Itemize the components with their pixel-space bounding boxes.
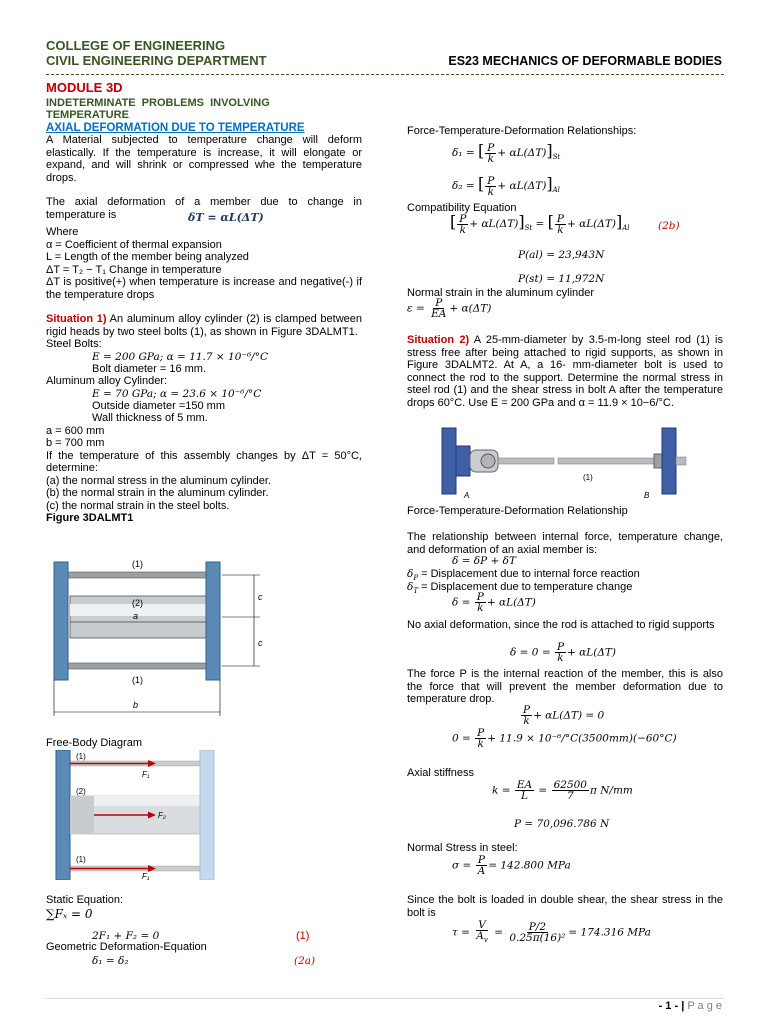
shear-stress-equation: τ = $\frac{V}{A_v}$ = $\frac{P/2}{\text{0.25π(16)²}}$ = 174.316 MPa xyxy=(452,919,651,945)
intro-paragraph-2: The axial deformation of a member due to change in temperature is xyxy=(46,196,362,221)
where-label: Where xyxy=(46,226,79,238)
force-zero-equation: $\frac{P}{k}$ + αL(ΔT) = 0 xyxy=(523,704,605,727)
geometric-equation-label: Geometric Deformation-Equation xyxy=(46,941,207,953)
p-value: P = 70,096.786 N xyxy=(514,818,610,830)
delta-t-definition: $\delta_T$ = Displacement due to temperature change xyxy=(407,581,633,596)
fbd-cylinder-cut xyxy=(70,796,94,834)
strain-label: Normal strain in the aluminum cylinder xyxy=(407,287,595,299)
right-rigid-head xyxy=(206,562,220,680)
delta1-lhs: δ₁ = xyxy=(452,147,475,159)
k-denominator: 7 xyxy=(566,790,574,802)
fig1-label-bolt-top: (1) xyxy=(132,559,143,569)
fbd-label-f1-bottom: F₁ xyxy=(142,872,150,880)
aluminum-properties: E = 70 GPa; α = 23.6 × 10⁻⁶/°C xyxy=(92,387,262,400)
axial-stiffness-equation: k = $\frac{EA}{L}$ = $\frac{62500}{7}$ π N/mm xyxy=(492,779,633,802)
college-name: COLLEGE OF ENGINEERING xyxy=(46,38,226,53)
free-body-diagram xyxy=(46,750,236,880)
ftd-relationships-label: Force-Temperature-Deformation Relationships: xyxy=(407,125,637,137)
department-name: CIVIL ENGINEERING DEPARTMENT xyxy=(46,53,267,68)
top-bolt xyxy=(60,572,216,578)
fbd-label-1-top: (1) xyxy=(76,752,86,761)
fig2-label-a: A xyxy=(464,491,470,500)
situation-1-text xyxy=(46,313,362,338)
normal-stress-equation: σ = $\frac{P}{A}$ = 142.800 MPa xyxy=(452,854,571,877)
page-number: - 1 - xyxy=(658,1000,679,1012)
normal-stress-value: = 142.800 MPa xyxy=(488,859,571,872)
temperature-condition: If the temperature of this assembly changes by ΔT = 50°C, determine: xyxy=(46,449,362,474)
p-aluminum: P(al) = 23,943N xyxy=(518,249,605,261)
wall-thickness: Wall thickness of 5 mm. xyxy=(92,412,208,424)
delta2-lhs: δ₂ = xyxy=(452,180,475,192)
fbd-label-1-bottom: (1) xyxy=(76,855,86,864)
dimension-b: b = 700 mm xyxy=(46,437,105,449)
support-a-bracket xyxy=(456,446,470,476)
outside-diameter: Outside diameter =150 mm xyxy=(92,399,225,412)
delta-p-definition: $\delta_P$ = Displacement due to internal force reaction xyxy=(407,568,640,583)
footer-separator: | xyxy=(681,1000,685,1012)
steel-bolts-label: Steel Bolts: xyxy=(46,338,102,350)
aluminum-label: Aluminum alloy Cylinder: xyxy=(46,375,168,387)
zero-deformation-equation: δ = 0 = $\frac{P}{k}$ + αL(ΔT) xyxy=(510,641,617,664)
force-text: The force P is the internal reaction of the member, this is also the force that will prevent the member deformation due to temperature drop. xyxy=(407,668,723,705)
compatibility-label: Compatibility Equation xyxy=(407,202,517,214)
question-a: (a) the normal stress in the aluminum cylinder. xyxy=(46,474,271,487)
intro-paragraph: A Material subjected to temperature change will deform elastically. If the temperature is increase, it will elongate or expand, and will shrink or compressed whe the temperature drops. xyxy=(46,134,362,184)
delta-p-text: = Displacement due to internal force reaction xyxy=(421,568,640,580)
fig1-label-bolt-bottom: (1) xyxy=(132,675,143,685)
page-footer xyxy=(659,1000,722,1012)
fig1-label-cylinder: (2) xyxy=(132,598,143,608)
fbd-label-f1-top: F₁ xyxy=(142,770,150,779)
ftd2-label: Force-Temperature-Deformation Relationship xyxy=(407,505,628,517)
course-title: ES23 MECHANICS OF DEFORMABLE BODIES xyxy=(448,54,722,68)
static-equation-forces: 2F₁ + F₂ = 0 xyxy=(92,930,160,942)
normal-stress-label: Normal Stress in steel: xyxy=(407,842,518,854)
axial-stiffness-label: Axial stiffness xyxy=(407,767,475,779)
shear-text: Since the bolt is loaded in double shear, the shear stress in the bolt is xyxy=(407,894,723,919)
fig2-label-rod: (1) xyxy=(583,473,593,482)
k-numerator: 62500 xyxy=(553,779,587,791)
delta-t-text: = Displacement due to temperature change xyxy=(421,581,633,593)
subtitle-line2: TEMPERATURE xyxy=(46,109,129,121)
situation-2-body: A 25-mm-diameter by 3.5-m-long steel rod (1) is stress free after being attached to rigid supports, as shown in Figure 3DALMT2. At A, a 16- mm-diameter bolt is used to connect the rod to the support. Determine the normal stress in steel rod (1) and the shear stress in bolt A after the temperature drops 60°C. Use E = 200 GPa and α = 11.9 × 10−6/°C. xyxy=(407,334,723,409)
fbd-label-2: (2) xyxy=(76,787,86,796)
definition-sign: ΔT is positive(+) when temperature is increase and negative(-) if the temperature drops xyxy=(46,276,362,301)
steel-properties: E = 200 GPa; α = 11.7 × 10⁻⁶/°C xyxy=(92,350,268,363)
support-b xyxy=(662,428,676,494)
geometric-equation: δ₁ = δ₂ xyxy=(92,955,129,967)
question-c: (c) the normal strain in the steel bolts. xyxy=(46,499,230,512)
delta1-subscript: St xyxy=(552,153,561,162)
rod-left-part xyxy=(498,458,554,464)
question-b: (b) the normal strain in the aluminum cylinder. xyxy=(46,487,269,499)
steel-rod xyxy=(558,458,654,464)
fig2-label-b: B xyxy=(644,491,650,500)
delta2-subscript: Al xyxy=(552,186,560,195)
fbd-left-head xyxy=(56,750,70,880)
footer-divider xyxy=(46,998,724,999)
subtitle-line1: INDETERMINATE PROBLEMS INVOLVING xyxy=(46,97,270,109)
strain-lhs: ε = xyxy=(407,302,425,315)
compatibility-equation: [ $\frac{P}{k}$ + $\alpha L(\Delta T)]_{St}$ = [ $\frac{P}{k}$ + $\alpha L(\Delta T)]_{Al}$ xyxy=(450,212,630,236)
nut-b xyxy=(654,454,662,468)
fig1-label-c2: c xyxy=(258,638,263,648)
shear-stress-value: = 174.316 MPa xyxy=(568,926,651,939)
module-title: MODULE 3D xyxy=(46,80,123,95)
bolt-a xyxy=(481,454,495,468)
equation-tag-2a: (2a) xyxy=(294,955,316,967)
left-rigid-head xyxy=(54,562,68,680)
relationship-text: The relationship between internal force, temperature change, and deformation of an axial member is: xyxy=(407,531,723,556)
left-column xyxy=(46,80,362,525)
equation-tag-2b: (2b) xyxy=(658,220,680,232)
relationship-equation: δ = δP + δT xyxy=(452,555,516,567)
situation-1-label: Situation 1) xyxy=(46,313,107,325)
fig1-label-a: a xyxy=(133,611,139,621)
bolt-diameter: Bolt diameter = 16 mm. xyxy=(92,362,207,375)
page-label: P a g e xyxy=(687,1000,722,1012)
static-equation-sum: ∑Fₓ = 0 xyxy=(46,907,93,921)
equation-tag-1: (1) xyxy=(296,930,310,942)
support-a xyxy=(442,428,456,494)
figure-1-label: Figure 3DALMT1 xyxy=(46,512,134,524)
numeric-equation-tail: + 11.9 × 10⁻⁶/°C(3500mm)(−60°C) xyxy=(487,732,677,745)
delta2-equation: δ₂ = [ $\frac{P}{k}$ + $\alpha L(\Delta T)]_{Al}$ xyxy=(452,174,560,198)
fbd-right-head-faded xyxy=(200,750,214,880)
k-units: π N/mm xyxy=(589,784,633,797)
strain-equation: ε = $\frac{P}{EA}$ + α(ΔT) xyxy=(407,297,492,320)
fig1-label-b: b xyxy=(133,700,139,710)
header-divider xyxy=(46,74,724,75)
situation-2-text xyxy=(407,334,723,409)
definition-length: L = Length of the member being analyzed xyxy=(46,251,249,263)
numeric-equation: 0 = $\frac{P}{k}$ + 11.9 × 10⁻⁶/°C(3500mm)(−60°C) xyxy=(452,727,677,750)
fig1-label-c1: c xyxy=(258,592,263,602)
bottom-bolt xyxy=(60,663,216,669)
dimension-a: a = 600 mm xyxy=(46,424,105,437)
figure-3dalmt1 xyxy=(40,556,275,721)
section-heading: AXIAL DEFORMATION DUE TO TEMPERATURE xyxy=(46,122,305,134)
delta-sum-equation: δ = $\frac{P}{k}$ + αL(ΔT) xyxy=(452,591,536,614)
definition-delta-t: ΔT = T₂ − T₁ Change in temperature xyxy=(46,263,222,276)
rod-end xyxy=(676,457,686,465)
situation-1-body: An aluminum alloy cylinder (2) is clamped between rigid heads by two steel bolts (1), as shown in Figure 3DALMT1. xyxy=(46,313,362,338)
delta1-equation: δ₁ = [ $\frac{P}{k}$ + $\alpha L(\Delta T)]_{St}$ xyxy=(452,141,561,165)
thermal-deformation-equation: δT = αL(ΔT) xyxy=(188,211,264,224)
situation-2-label: Situation 2) xyxy=(407,334,470,346)
definition-alpha: α = Coefficient of thermal expansion xyxy=(46,238,222,251)
fbd-label: Free-Body Diagram xyxy=(46,737,142,749)
p-steel: P(st) = 11,972N xyxy=(518,273,605,285)
no-deformation-text: No axial deformation, since the rod is attached to rigid supports xyxy=(407,619,715,631)
fbd-label-f2: F₂ xyxy=(158,811,166,820)
figure-3dalmt2 xyxy=(440,424,696,502)
static-equation-label: Static Equation: xyxy=(46,894,124,906)
